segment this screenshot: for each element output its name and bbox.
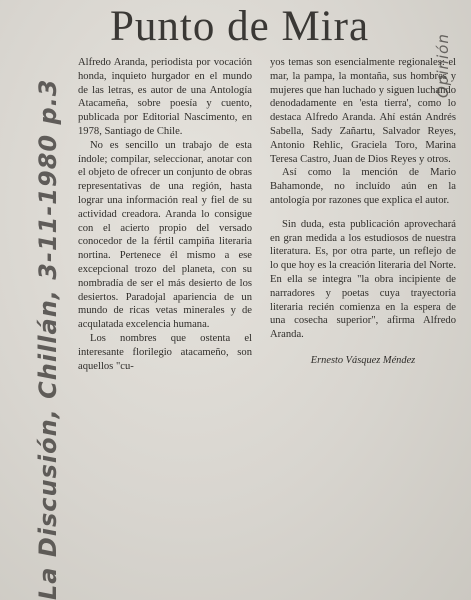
article-paragraph: No es sencillo un trabajo de esta índole; compilar, seleccionar, anotar con el objeto de ofrecer un conjunto de obras representativas de una región, hasta lograr una información real y fiel de su actividad creadora. Aranda lo consigue con el acierto propio del versado conocedor de la fértil campiña literaria nortina. Pertenece él mismo a ese excepcional trozo del planeta, con su nombradía de ser el más desierto de los desiertos. Paradojal apariencia de un mundo de ricas vetas minerales y de acqulatada excelencia humana. <box>78 139 252 331</box>
article-paragraph: Los nombres que ostenta el interesante florilegio atacameño, son aquellos "cu- <box>78 332 252 372</box>
article-title: Punto de Mira <box>110 3 370 50</box>
handwritten-source-note: La Discusión, Chillán, 3-11-1980 p.3 <box>34 78 62 600</box>
article-column-right <box>270 56 456 368</box>
article-column-left <box>78 56 252 373</box>
article-signature: Ernesto Vásquez Méndez <box>310 354 416 366</box>
article-paragraph: Así como la mención de Mario Bahamonde, no incluído aún en la antología por razones que explica el autor. <box>270 167 456 206</box>
article-paragraph: yos temas son esencialmente regionales: el mar, la pampa, la montaña, sus hombres y mujeres que han luchado y siguen luchando denodadamente en 'esta tierra', como lo destaca Alfredo Aranda. Ahí están Andrés Sabella, Sady Zañartu, Salvador Reyes, Antonio Rehlic, Graciela Toro, Marina Teresa Castro, Juan de Dios Reyes y otros. <box>270 57 456 165</box>
article-paragraph: Alfredo Aranda, periodista por vocación honda, inquieto hurgador en el mundo de las letras, es autor de una Antología Atacameña, sobre poesía y cuento, publicada por Editorial Nascimento, en 1978, Santiago de Chile. <box>78 57 252 137</box>
handwritten-corner-note: Opinión <box>434 33 452 98</box>
article-paragraph: Sin duda, esta publicación aprovechará en gran medida a los estudiosos de nuestra literatura. Es, por otra parte, un reflejo de lo que hoy es la creación literaria del Norte. En ella se integra "la obra incipiente de narradores y poetas cuya trayectoria literaria recién comienza en la espera de una cosecha superior", afirma Alfredo Aranda. <box>270 218 456 341</box>
